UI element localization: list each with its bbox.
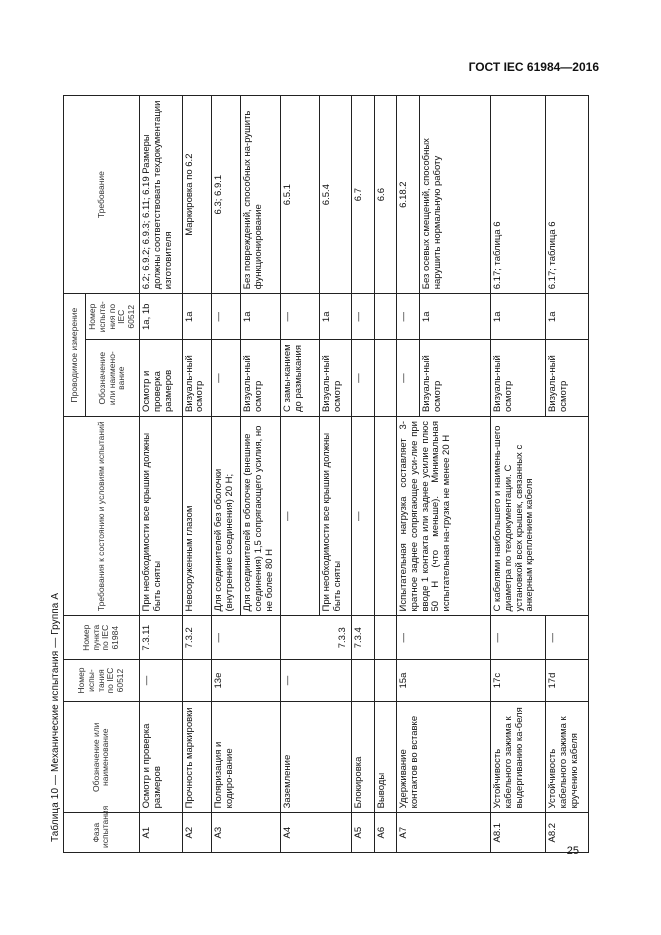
cell-phase: A8.1 — [490, 813, 546, 853]
cell-meas-name: С замы-канием до размыкания — [281, 340, 319, 417]
cell-meas-name: Визуаль-ный осмотр — [490, 340, 546, 417]
cell-meas-name: — — [212, 340, 241, 417]
header-measurement-group: Проводимое измерение — [64, 294, 86, 417]
cell-iec61984: 7.3.2 — [182, 616, 212, 659]
cell-meas-num: — — [396, 294, 419, 340]
cell-phase: A7 — [396, 813, 490, 853]
cell-requirement: 6.5.1 — [281, 96, 319, 294]
cell-iec61984: 7.3.4 — [351, 616, 374, 659]
cell-iec60512: — — [281, 659, 351, 701]
cell-requirement: 6.18.2 — [396, 96, 419, 294]
cell-iec61984: — — [396, 616, 490, 659]
cell-meas-num: — — [281, 294, 319, 340]
cell-phase: A1 — [139, 813, 182, 853]
cell-iec60512: — — [139, 659, 182, 701]
cell-conditions: — — [281, 417, 319, 616]
cell-requirement: Без осевых смещений, способных нарушить нормальную работу — [420, 96, 490, 294]
header-iec61984: Номер пункта по IEC 61984 — [64, 616, 140, 659]
cell-name: Прочность маркировки — [182, 702, 212, 813]
cell-meas-name: Визуаль-ный осмотр — [319, 340, 351, 417]
cell-phase: A5 — [351, 813, 374, 853]
cell-phase: A3 — [212, 813, 281, 853]
cell-meas-num: 1a — [319, 294, 351, 340]
table-container — [63, 95, 589, 853]
cell-conditions: При необходимости все крышки должны быть сняты — [139, 417, 182, 616]
cell-meas-name: — — [396, 340, 419, 417]
cell-requirement: 6.17; таблица 6 — [490, 96, 546, 294]
cell-name: Осмотр и проверка размеров — [139, 702, 182, 813]
cell-name: Заземление — [281, 702, 351, 813]
cell-iec60512 — [375, 659, 396, 701]
cell-meas-num — [375, 294, 396, 340]
cell-iec60512: 13e — [212, 659, 281, 701]
cell-name: Блокировка — [351, 702, 374, 813]
page-number: 25 — [566, 845, 579, 857]
cell-requirement: Без повреждений, способных на-рушить функционирование — [241, 96, 281, 294]
table-caption: Таблица 10 — Механические испытания — Группа А — [50, 592, 61, 842]
cell-meas-num: 1a — [241, 294, 281, 340]
cell-conditions: Для соединителей в оболочке (внешние соединения) 1,5 сопрягающего усилия, но не более 80 Н — [241, 417, 281, 616]
cell-meas-num: 1a — [182, 294, 212, 340]
cell-iec61984: — — [212, 616, 281, 659]
cell-name: Выводы — [375, 702, 396, 813]
header-meas-num: Номер испыта-ния по IEC 60512 — [86, 294, 140, 340]
cell-requirement: 6.5.4 — [319, 96, 351, 294]
cell-meas-name: — — [351, 340, 374, 417]
cell-conditions — [375, 417, 396, 616]
cell-meas-num: 1a — [490, 294, 546, 340]
cell-name: Поляризация и кодиро-вание — [212, 702, 281, 813]
header-conditions: Требования к состоянию и условиям испытаний — [64, 417, 140, 616]
cell-meas-name: Осмотр и проверка размеров — [139, 340, 182, 417]
header-meas-name: Обозначение или наимено-вание — [86, 340, 140, 417]
cell-requirement: 6.6 — [375, 96, 396, 294]
cell-meas-num: 1a — [420, 294, 490, 340]
cell-phase: A4 — [281, 813, 351, 853]
cell-conditions: При необходимости все крышки должны быть сняты — [319, 417, 351, 616]
cell-meas-num: — — [212, 294, 241, 340]
cell-phase: A6 — [375, 813, 396, 853]
cell-conditions: Испытательная нагрузка составляет 3-кратное заднее сопрягающее уси-лие при вводе 1 контакта или заднее усилие плюс 50 Н (что меньше). Минимальная испытательная на-грузка не менее 20 Н — [396, 417, 490, 616]
cell-iec60512: 15a — [396, 659, 490, 701]
cell-iec61984: 7.3.11 — [139, 616, 182, 659]
cell-conditions: Невооруженным глазом — [182, 417, 212, 616]
cell-requirement: 6.17; таблица 6 — [546, 96, 589, 294]
header-iec60512: Номер испы-тания по IEC 60512 — [64, 659, 140, 701]
cell-meas-name: Визуаль-ный осмотр — [420, 340, 490, 417]
cell-iec61984: — — [546, 616, 589, 659]
cell-conditions: — — [351, 417, 374, 616]
cell-iec61984: — — [490, 616, 546, 659]
cell-meas-name: Визуаль-ный осмотр — [241, 340, 281, 417]
cell-requirement: 6.3; 6.9.1 — [212, 96, 241, 294]
cell-meas-name: Визуаль-ный осмотр — [182, 340, 212, 417]
cell-conditions: С кабелями наибольшего и наимень-шего диаметра по техдокументации. С установкой всех крышек, связанных с анкерным креплением кабеля — [490, 417, 588, 616]
cell-meas-name: Визуаль-ный осмотр — [546, 340, 589, 417]
cell-iec60512 — [351, 659, 374, 701]
cell-name: Удерживание контактов во вставке — [396, 702, 490, 813]
cell-iec60512 — [182, 659, 212, 701]
cell-requirement: 6.7 — [351, 96, 374, 294]
cell-meas-num: 1a, 1b — [139, 294, 182, 340]
header-requirement: Требование — [64, 96, 140, 294]
cell-conditions: Для соединителей без оболочки (внутренние соединения) 20 Н; — [212, 417, 241, 616]
cell-iec61984 — [375, 616, 396, 659]
cell-meas-num: 1a — [546, 294, 589, 340]
cell-iec60512: 17c — [490, 659, 546, 701]
cell-phase: A8.2 — [546, 813, 589, 853]
cell-name: Устойчивость кабельного зажима к кручению кабеля — [546, 702, 589, 813]
cell-phase: A2 — [182, 813, 212, 853]
cell-iec61984: 7.3.3 — [281, 616, 351, 659]
cell-meas-num: — — [351, 294, 374, 340]
cell-requirement: 6.2; 6.9.2; 6.9.3; 6.11; 6.19 Размеры должны соответствовать техдокументации изготовителя — [139, 96, 182, 294]
cell-iec60512: 17d — [546, 659, 589, 701]
cell-name: Устойчивость кабельного зажима к выдергиванию ка-беля — [490, 702, 546, 813]
header-name: Обозначение или наименование — [64, 702, 140, 813]
header-phase: Фаза испытания — [64, 813, 140, 853]
document-header: ГОСТ IEC 61984—2016 — [468, 60, 599, 74]
cell-meas-name — [375, 340, 396, 417]
mechanical-tests-table — [63, 95, 589, 853]
cell-requirement: Маркировка по 6.2 — [182, 96, 212, 294]
